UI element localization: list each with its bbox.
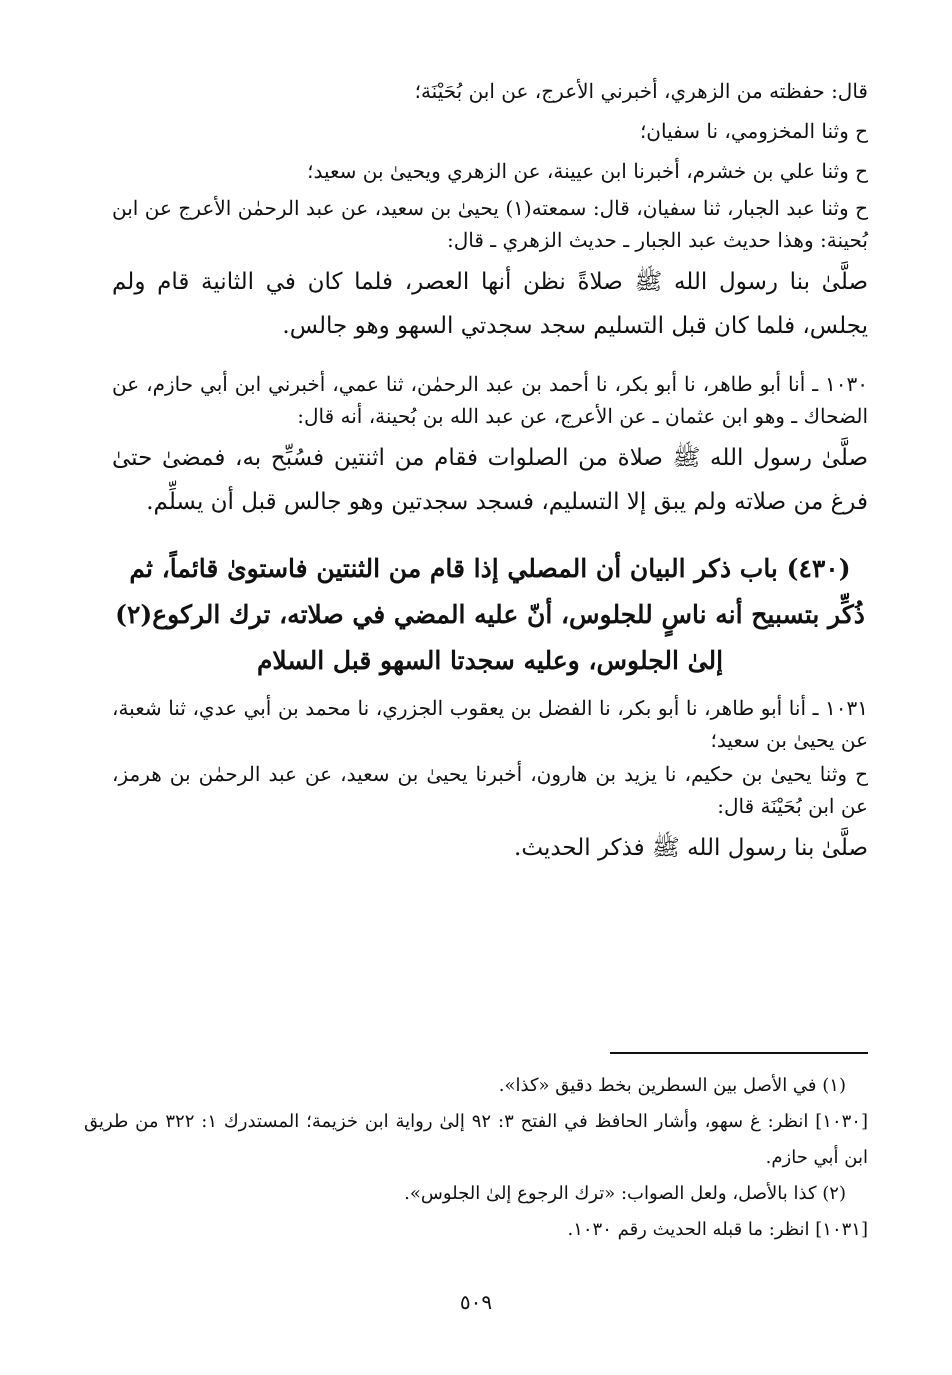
footnotes	[84, 1068, 868, 1248]
footnote-2: (٢) كذا بالأصل، ولعل الصواب: «ترك الرجوع إلىٰ الجلوس».	[404, 1183, 846, 1204]
isnad-1030: ١٠٣٠ ـ أنا أبو طاهر، نا أبو بكر، نا أحمد بن عبد الرحمٰن، ثنا عمي، أخبرني ابن أبي حازم، عن الضحاك ـ وهو ابن عثمان ـ عن الأعرج، عن عبد الله بن بُحينة، أنه قال:	[112, 372, 868, 428]
isnad-line: قال: حفظته من الزهري، أخبرني الأعرج، عن ابن بُحَيْنَة؛	[414, 79, 868, 103]
isnad-line: ح وثنا المخزومي، نا سفيان؛	[639, 119, 868, 143]
isnad-line: ح وثنا علي بن خشرم، أخبرنا ابن عيينة، عن الزهري ويحيىٰ بن سعيد؛	[307, 159, 868, 183]
isnad-1031: ١٠٣١ ـ أنا أبو طاهر، نا أبو بكر، نا الفضل بن يعقوب الجزري، نا محمد بن أبي عدي، ثنا شعبة، عن يحيىٰ بن سعيد؛	[112, 696, 868, 752]
hadith-1030-text: صلَّىٰ رسول الله ﷺ صلاة من الصلوات فقام من اثنتين فسُبِّح به، فمضىٰ حتىٰ فرغ من صلاته ولم يبق إلا التسليم، فسجد سجدتين وهو جالس قبل أن يسلِّم.	[112, 445, 868, 515]
footnote-1030: [١٠٣٠] انظر: غ سهو، وأشار الحافظ في الفتح ٣: ٩٢ إلىٰ رواية ابن خزيمة؛ المستدرك ١: ٣٢٢ من طريق ابن أبي حازم.	[84, 1111, 868, 1168]
hadith-1031-text: صلَّىٰ بنا رسول الله ﷺ فذكر الحديث.	[514, 835, 868, 861]
chapter-heading: (٤٣٠) باب ذكر البيان أن المصلي إذا قام من الثنتين فاستوىٰ قائماً، ثم ذُكِّر بتسبيح أنه ناسٍ للجلوس، أنّ عليه المضي في صلاته، ترك الركوع(٢) إلىٰ الجلوس، وعليه سجدتا السهو قبل السلام	[115, 554, 865, 675]
footnote-divider	[610, 1052, 868, 1054]
footnote-1031: [١٠٣١] انظر: ما قبله الحديث رقم ١٠٣٠.	[567, 1219, 868, 1240]
isnad-line: ح وثنا عبد الجبار، ثنا سفيان، قال: سمعته(١) يحيىٰ بن سعيد، عن عبد الرحمٰن الأعرج عن ابن بُحينة: وهذا حديث عبد الجبار ـ حديث الزهري ـ قال:	[112, 196, 868, 252]
main-text	[112, 72, 868, 880]
isnad-1031-second: ح وثنا يحيىٰ بن حكيم، نا يزيد بن هارون، أخبرنا يحيىٰ بن سعيد، عن عبد الرحمٰن بن هرمز، عن ابن بُحَيْنَة قال:	[112, 762, 868, 818]
footnote-1: (١) في الأصل بين السطرين بخط دقيق «كذا».	[498, 1075, 846, 1096]
hadith-text: صلَّىٰ بنا رسول الله ﷺ صلاةً نظن أنها العصر، فلما كان في الثانية قام ولم يجلس، فلما كان قبل التسليم سجد سجدتي السهو وهو جالس.	[112, 269, 868, 339]
page-number: ٥٠٩	[459, 1290, 493, 1314]
